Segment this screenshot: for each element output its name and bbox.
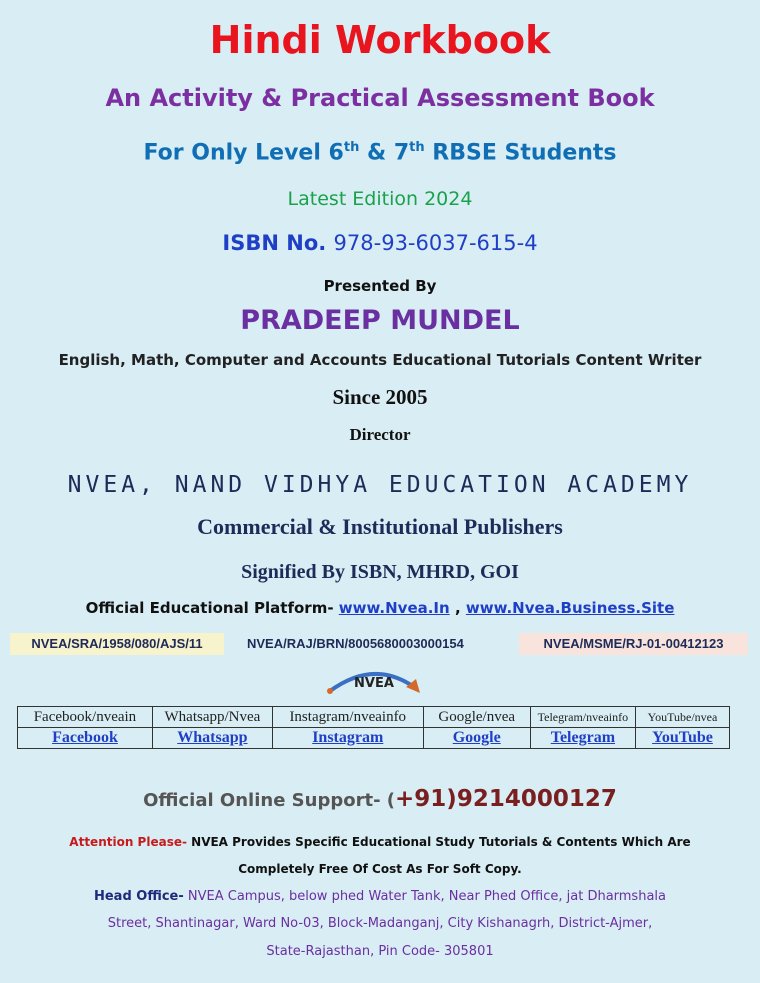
office-text-1: NVEA Campus, below phed Water Tank, Near Phed Office, jat Dharmshala: [183, 889, 666, 904]
social-handles-row: [18, 707, 730, 728]
isbn-line: [0, 231, 760, 255]
platform-separator: ,: [454, 599, 461, 617]
attention-lead: Attention Please-: [69, 835, 187, 849]
social-links-row: [18, 728, 730, 749]
platform-link-nvea-in[interactable]: www.Nvea.In: [338, 599, 450, 617]
attention-line-2: Completely Free Of Cost As For Soft Copy.: [238, 862, 522, 876]
platform-link-business-site[interactable]: www.Nvea.Business.Site: [465, 599, 675, 617]
platform-line: [0, 599, 760, 617]
link-google[interactable]: Google: [423, 728, 530, 749]
book-subtitle: An Activity & Practical Assessment Book: [105, 84, 655, 112]
level-prefix: For Only Level 6: [143, 140, 344, 166]
registration-sra: NVEA/SRA/1958/080/AJS/11: [10, 633, 224, 655]
academy-name: NVEA, NAND VIDHYA EDUCATION ACADEMY: [67, 472, 693, 498]
level-mid: & 7: [359, 140, 410, 166]
isbn-label: ISBN No.: [222, 231, 327, 255]
book-title: Hindi Workbook: [209, 18, 551, 62]
link-whatsapp[interactable]: Whatsapp: [152, 728, 272, 749]
publishers-line: Commercial & Institutional Publishers: [197, 514, 563, 539]
handle-telegram: Telegram/nveainfo: [530, 707, 635, 728]
level-suffix: RBSE Students: [424, 140, 617, 166]
author-role: Director: [349, 425, 411, 444]
attention-line: [0, 835, 760, 849]
handle-facebook: Facebook/nveain: [18, 707, 153, 728]
level-line: [0, 140, 760, 165]
isbn-number: 978-93-6037-615-4: [333, 231, 538, 255]
registration-msme: NVEA/MSME/RJ-01-00412123: [519, 633, 748, 655]
handle-instagram: Instagram/nveainfo: [272, 707, 423, 728]
link-instagram[interactable]: Instagram: [272, 728, 423, 749]
since-year: Since 2005: [332, 385, 428, 409]
support-phone: +91)9214000127: [395, 786, 617, 812]
nvea-badge-label: NVEA: [354, 676, 394, 691]
registration-brn: NVEA/RAJ/BRN/8005680003000154: [247, 636, 464, 651]
presented-by: Presented By: [323, 277, 437, 295]
handle-youtube: YouTube/nvea: [635, 707, 729, 728]
office-line-3: State-Rajasthan, Pin Code- 305801: [266, 944, 494, 959]
platform-label: Official Educational Platform-: [85, 599, 334, 617]
office-lead: Head Office-: [93, 889, 184, 904]
handle-whatsapp: Whatsapp/Nvea: [152, 707, 272, 728]
attention-text: NVEA Provides Specific Educational Study Tutorials & Contents Which Are: [186, 835, 691, 849]
level-sup-1: th: [343, 140, 360, 155]
office-line-1: [0, 889, 760, 904]
edition-line: Latest Edition 2024: [287, 188, 473, 210]
handle-google: Google/nvea: [423, 707, 530, 728]
signified-line: Signified By ISBN, MHRD, GOI: [241, 561, 519, 583]
author-description: English, Math, Computer and Accounts Educational Tutorials Content Writer: [58, 351, 702, 369]
link-youtube[interactable]: YouTube: [635, 728, 729, 749]
support-line: [0, 786, 760, 812]
social-media-table: [17, 706, 730, 749]
level-sup-2: th: [409, 140, 425, 155]
support-label: Official Online Support- (: [143, 790, 396, 811]
link-telegram[interactable]: Telegram: [530, 728, 635, 749]
office-line-2: Street, Shantinagar, Ward No-03, Block-Madanganj, City Kishanagrh, District-Ajmer,: [107, 916, 653, 931]
link-facebook[interactable]: Facebook: [18, 728, 153, 749]
author-name: PRADEEP MUNDEL: [240, 305, 520, 336]
